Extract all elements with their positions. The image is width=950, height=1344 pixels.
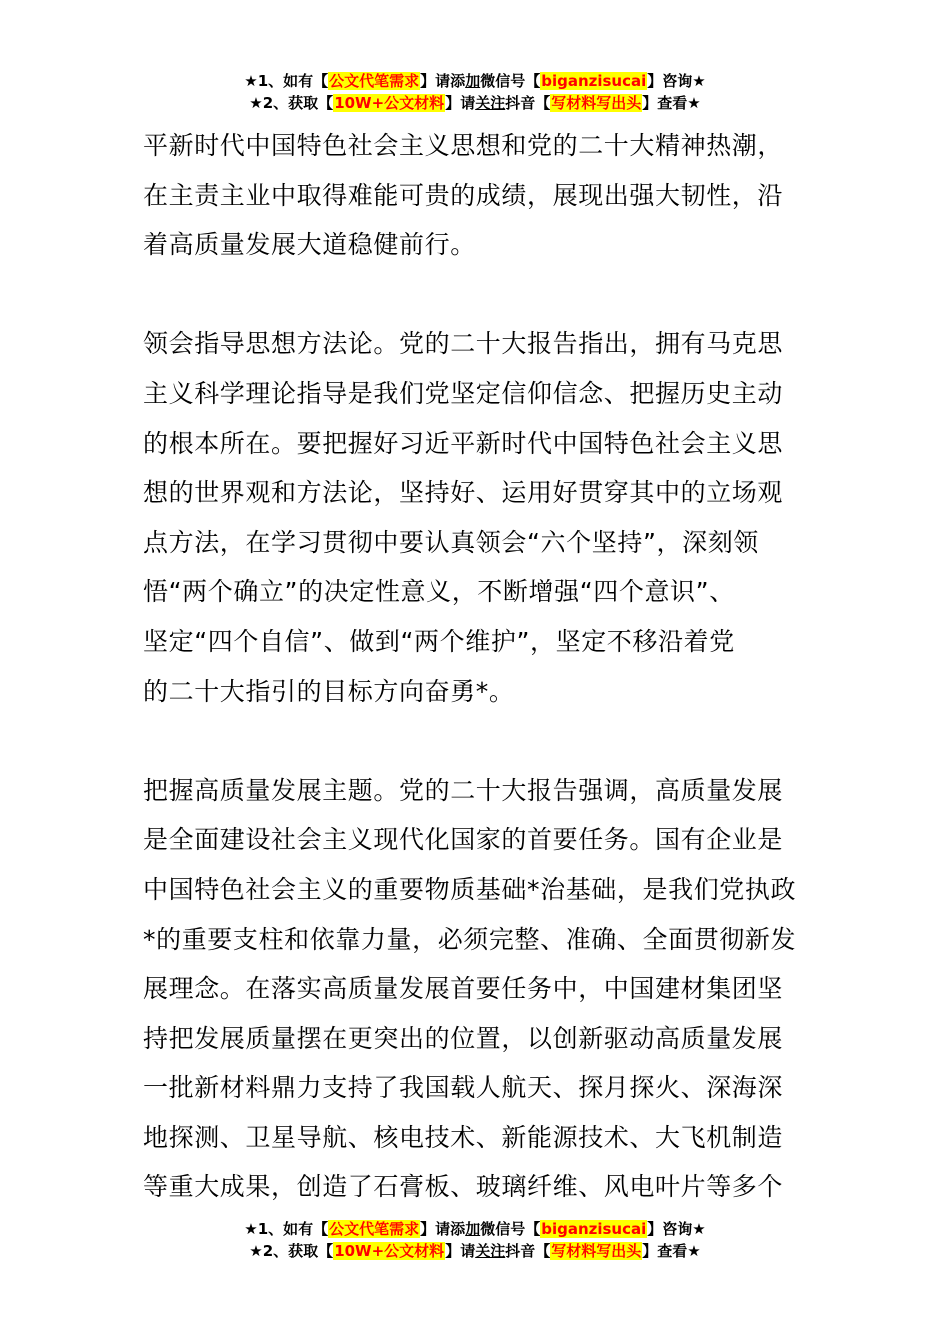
- text-line: 主义科学理论指导是我们党坚定信仰信念、把握历史主动: [143, 378, 784, 408]
- text-line: 在主责主业中取得难能可贵的成绩，展现出强大韧性，沿: [143, 180, 784, 210]
- banner-underlined-text: 关注: [475, 1242, 506, 1260]
- banner-text: 微信号【: [480, 1220, 541, 1238]
- banner-highlight: 10W+公文材料: [334, 94, 445, 112]
- banner-line-2: [0, 92, 950, 114]
- banner-highlight: 写材料写出头: [551, 94, 642, 112]
- banner-underlined-text: 加: [465, 1220, 481, 1238]
- text-line: 展理念。在落实高质量发展首要任务中，中国建材集团坚: [143, 974, 784, 1004]
- text-line: *的重要支柱和依靠力量，必须完整、准确、全面贯彻新发: [143, 924, 797, 954]
- text-line: 持把发展质量摆在更突出的位置，以创新驱动高质量发展: [143, 1023, 784, 1053]
- banner-text: ★1、如有【: [244, 1220, 329, 1238]
- text-line: 一批新材料鼎力支持了我国载人航天、探月探火、深海深: [143, 1073, 784, 1103]
- paragraph-2: [143, 319, 809, 716]
- text-line: 着高质量发展大道稳健前行。: [143, 230, 476, 260]
- text-line: 领会指导思想方法论。党的二十大报告指出，拥有马克思: [143, 329, 784, 359]
- paragraph-3: [143, 766, 809, 1211]
- banner-text: 】咨询★: [647, 1220, 706, 1238]
- text-line: 想的世界观和方法论，坚持好、运用好贯穿其中的立场观: [143, 478, 784, 508]
- banner-text: 】请: [445, 94, 476, 112]
- banner-underlined-text: 关注: [475, 94, 506, 112]
- text-line: 是全面建设社会主义现代化国家的首要任务。国有企业是: [143, 825, 784, 855]
- banner-highlight: 公文代笔需求: [329, 72, 420, 90]
- header-banner: [0, 70, 950, 114]
- text-line: 地探测、卫星导航、核电技术、新能源技术、大飞机制造: [143, 1122, 784, 1152]
- banner-text: 抖音【: [505, 94, 551, 112]
- banner-highlight: biganzisucai: [541, 1220, 647, 1238]
- banner-text: 】请添: [420, 72, 466, 90]
- banner-line-1: [0, 1218, 950, 1240]
- banner-text: 】请添: [420, 1220, 466, 1238]
- banner-highlight: 公文代笔需求: [329, 1220, 420, 1238]
- text-line: 把握高质量发展主题。党的二十大报告强调，高质量发展: [143, 775, 784, 805]
- text-line: 平新时代中国特色社会主义思想和党的二十大精神热潮，: [143, 131, 784, 160]
- banner-underlined-text: 加: [465, 72, 481, 90]
- banner-text: 】查看★: [642, 1242, 701, 1260]
- banner-line-2: [0, 1240, 950, 1262]
- banner-highlight: biganzisucai: [541, 72, 647, 90]
- banner-text: 微信号【: [480, 72, 541, 90]
- banner-highlight: 10W+公文材料: [334, 1242, 445, 1260]
- banner-text: 】请: [445, 1242, 476, 1260]
- text-line: 的根本所在。要把握好习近平新时代中国特色社会主义思: [143, 428, 784, 458]
- banner-text: ★1、如有【: [244, 72, 329, 90]
- banner-highlight: 写材料写出头: [551, 1242, 642, 1260]
- banner-line-1: [0, 70, 950, 92]
- paragraph-spacer: [143, 716, 809, 766]
- banner-text: 】查看★: [642, 94, 701, 112]
- text-line: 的二十大指引的目标方向奋勇*。: [143, 676, 515, 706]
- text-line: 悟“两个确立”的决定性意义，不断增强“四个意识”、: [143, 577, 735, 607]
- banner-text: ★2、获取【: [249, 1242, 334, 1260]
- document-body: [143, 121, 809, 1211]
- text-line: 等重大成果，创造了石膏板、玻璃纤维、风电叶片等多个: [143, 1172, 784, 1202]
- footer-banner: [0, 1218, 950, 1262]
- banner-text: 抖音【: [505, 1242, 551, 1260]
- paragraph-spacer: [143, 270, 809, 320]
- text-line: 坚定“四个自信”、做到“两个维护”，坚定不移沿着党: [143, 626, 735, 656]
- paragraph-1: [143, 121, 809, 270]
- text-line: 点方法，在学习贯彻中要认真领会“六个坚持”，深刻领: [143, 527, 759, 557]
- banner-text: 】咨询★: [647, 72, 706, 90]
- text-line: 中国特色社会主义的重要物质基础*治基础，是我们党执政: [143, 874, 797, 904]
- banner-text: ★2、获取【: [249, 94, 334, 112]
